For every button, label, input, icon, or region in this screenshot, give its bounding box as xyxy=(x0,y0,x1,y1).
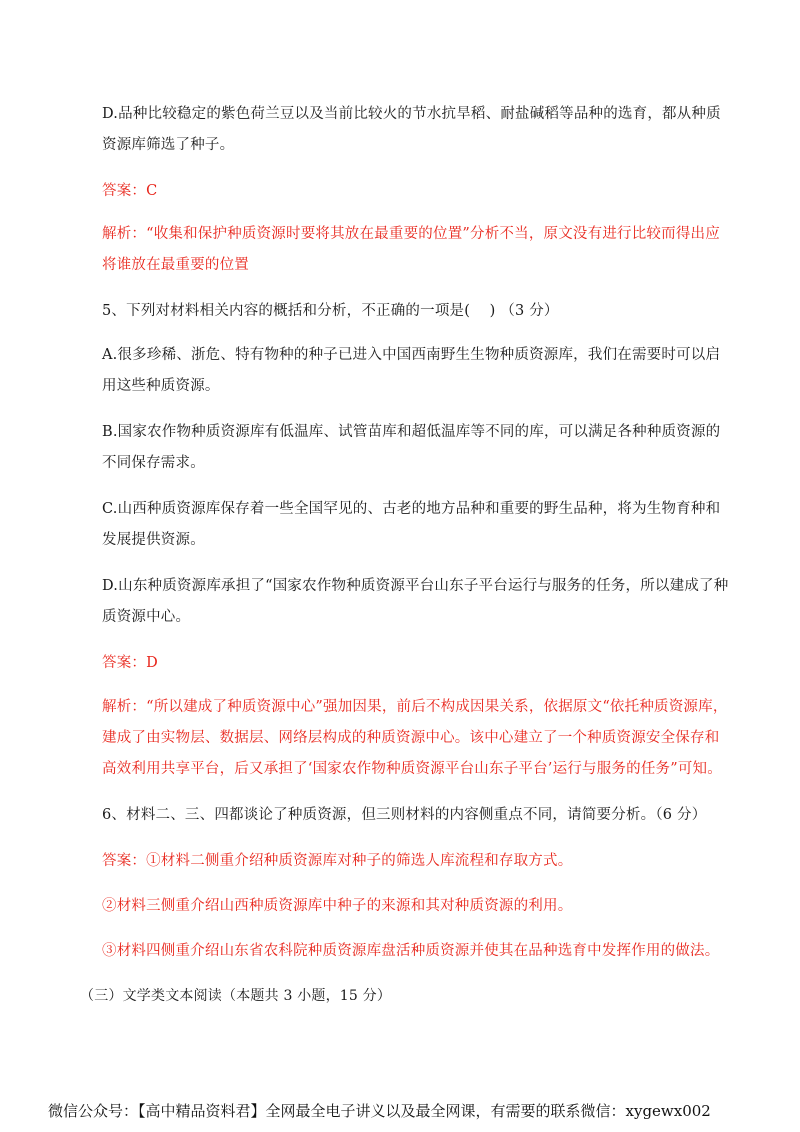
q6-answer-1: 答案：①材料二侧重介绍种质资源库对种子的筛选人库流程和存取方式。 xyxy=(102,853,573,869)
q6-answer-3: ③材料四侧重介绍山东省农科院种质资源库盘活种质资源并使其在品种选育中发挥作用的做法。 xyxy=(102,943,720,959)
q4-answer: 答案：C xyxy=(102,183,158,199)
q4-option-d: D.品种比较稳定的紫色荷兰豆以及当前比较火的节水抗旱稻、耐盐碱稻等品种的选育，都从种质资源库筛选了种子。 xyxy=(102,106,721,153)
q5-option-b: B.国家农作物种质资源库有低温库、试管苗库和超低温库等不同的库，可以满足各种种质资源的不同保存需求。 xyxy=(102,424,721,471)
q6-answer-2: ②材料三侧重介绍山西种质资源库中种子的来源和其对种质资源的利用。 xyxy=(102,898,573,914)
q5-stem: 5、下列对材料相关内容的概括和分析，不正确的一项是( ) （3 分） xyxy=(102,303,559,319)
footer-promo-text: 微信公众号：【高中精品资料君】全网最全电子讲义以及最全网课，有需要的联系微信：xygewx002 xyxy=(48,1102,711,1120)
q5-option-c: C.山西种质资源库保存着一些全国罕见的、古老的地方品种和重要的野生品种，将为生物育种和发展提供资源。 xyxy=(102,501,721,548)
q4-analysis: 解析：“收集和保护种质资源时要将其放在最重要的位置”分析不当，原文没有进行比较而得出应将谁放在最重要的位置 xyxy=(102,226,720,273)
section-three-heading: （三）文学类文本阅读（本题共 3 小题，15 分） xyxy=(80,988,392,1004)
q5-option-a: A.很多珍稀、浙危、特有物种的种子已进入中国西南野生生物种质资源库，我们在需要时可以启用这些种质资源。 xyxy=(102,347,721,394)
q6-stem: 6、材料二、三、四都谈论了种质资源，但三则材料的内容侧重点不同，请简要分析。（6 分） xyxy=(102,807,707,823)
q5-analysis: 解析：“所以建成了种质资源中心”强加因果，前后不构成因果关系，依据原文“依托种质资源库，建成了由实物层、数据层、网络层构成的种质资源中心。该中心建立了一个种质资源安全保存和高效利用共享平台，后又承担了‘国家农作物种质资源平台山东子平台’运行与服务的任务”可知。 xyxy=(102,699,728,777)
q5-option-d: D.山东种质资源库承担了“国家农作物种质资源平台山东子平台运行与服务的任务，所以建成了种质资源中心。 xyxy=(102,578,729,625)
q5-answer: 答案：D xyxy=(102,655,158,671)
